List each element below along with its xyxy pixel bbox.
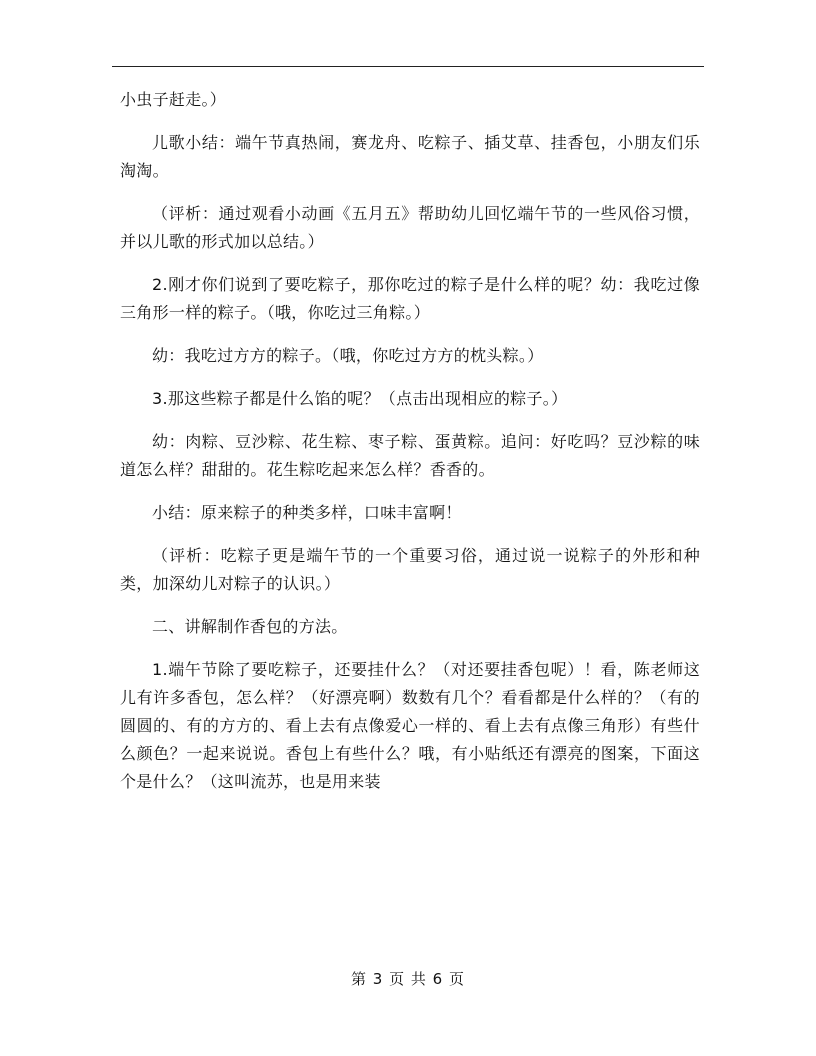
paragraph-summary: 小结：原来粽子的种类多样，口味丰富啊！: [152, 503, 462, 522]
section-heading-sachet: 二、讲解制作香包的方法。: [152, 617, 348, 636]
paragraph-commentary-1: （评析：通过观看小动画《五月五》帮助幼儿回忆端午节的一些风俗习惯，并以儿歌的形式加以总结。）: [120, 204, 700, 251]
paragraph-question-2: 2.刚才你们说到了要吃粽子，那你吃过的粽子是什么样的呢？幼：我吃过像三角形一样的粽子。（哦，你吃过三角粽。）: [120, 275, 700, 322]
paragraph-question-3: 3.那这些粽子都是什么馅的呢？（点击出现相应的粽子。）: [152, 389, 568, 408]
paragraph-continuation: 小虫子赶走。）: [120, 90, 227, 109]
document-body: [120, 86, 700, 811]
paragraph-sachet-intro: 1.端午节除了要吃粽子，还要挂什么？（对还要挂香包呢）！看，陈老师这儿有许多香包，怎么样？（好漂亮啊）数数有几个？看看都是什么样的？（有的圆圆的、有的方方的、看上去有点像爱心一样的、看上去有点像三角形）有些什么颜色？一起来说说。香包上有些什么？哦，有小贴纸还有漂亮的图案，下面这个是什么？（这叫流苏，也是用来装: [120, 660, 700, 791]
paragraph-song-summary: 儿歌小结：端午节真热闹，赛龙舟、吃粽子、插艾草、挂香包，小朋友们乐淘淘。: [120, 133, 700, 180]
paragraph-fillings: 幼：肉粽、豆沙粽、花生粽、枣子粽、蛋黄粽。追问：好吃吗？豆沙粽的味道怎么样？甜甜的。花生粽吃起来怎么样？香香的。: [120, 432, 700, 479]
header-divider: [112, 66, 704, 67]
paragraph-commentary-2: （评析：吃粽子更是端午节的一个重要习俗，通过说一说粽子的外形和种类，加深幼儿对粽子的认识。）: [120, 546, 700, 593]
paragraph-child-answer: 幼：我吃过方方的粽子。（哦，你吃过方方的枕头粽。）: [152, 346, 544, 365]
page-number-footer: 第 3 页 共 6 页: [351, 970, 465, 988]
